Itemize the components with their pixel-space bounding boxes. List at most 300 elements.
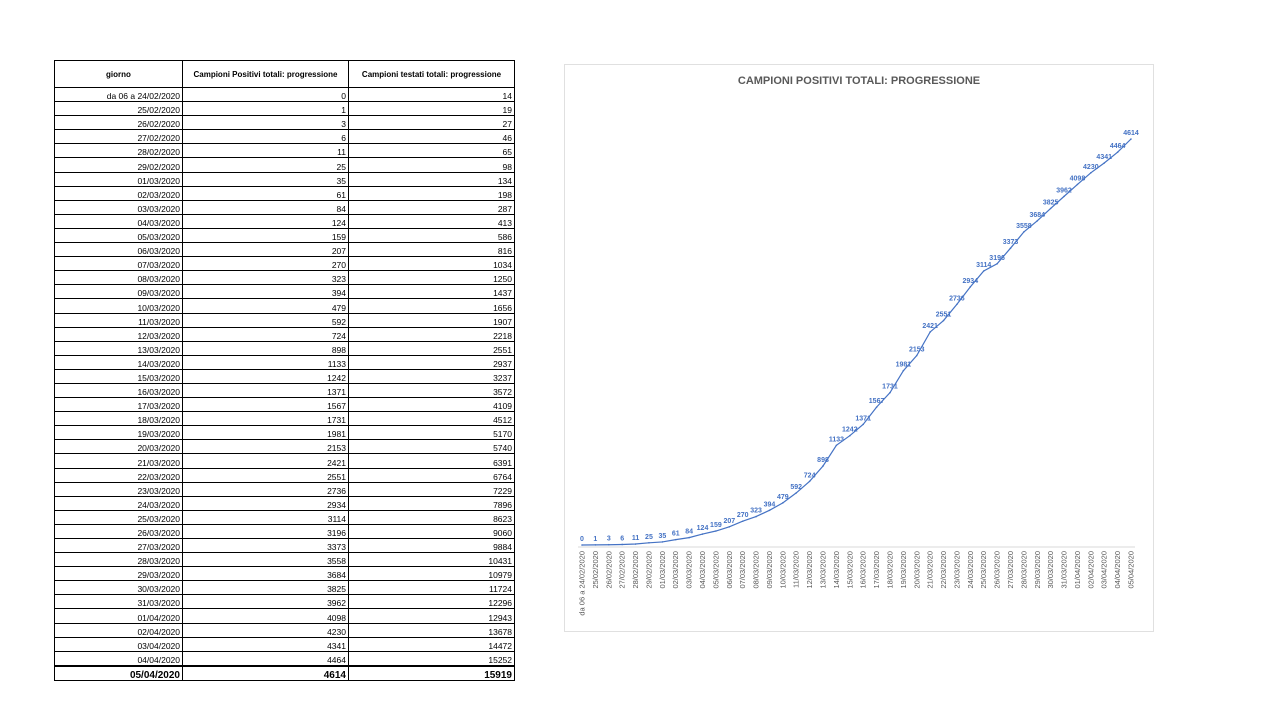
cell-positivi: 1731 (183, 412, 349, 426)
data-label: 2153 (908, 346, 925, 354)
x-tick-label: 30/03/2020 (1046, 551, 1056, 589)
x-tick-label: 05/03/2020 (711, 551, 721, 589)
cell-positivi: 4230 (183, 623, 349, 637)
data-point (621, 544, 623, 546)
data-label: 1371 (855, 415, 871, 423)
cell-testati: 1437 (349, 285, 515, 299)
table-row (55, 144, 515, 158)
data-label: 1731 (882, 383, 898, 391)
x-tick-label: 29/02/2020 (644, 551, 654, 589)
table-row (55, 243, 515, 257)
table-row (55, 651, 515, 666)
cell-positivi: 84 (183, 200, 349, 214)
table-row (55, 595, 515, 609)
table-row (55, 567, 515, 581)
table-row (55, 454, 515, 468)
x-tick-label: 19/03/2020 (898, 551, 908, 589)
x-tick-label: 28/03/2020 (1019, 551, 1029, 589)
data-point (809, 480, 811, 482)
cell-positivi: 323 (183, 271, 349, 285)
data-label: 84 (685, 528, 694, 536)
table-row (55, 355, 515, 369)
cell-giorno: 20/03/2020 (55, 440, 183, 454)
x-tick-label: 24/03/2020 (965, 551, 975, 589)
x-tick-label: 02/04/2020 (1086, 551, 1096, 589)
data-label: 3825 (1042, 199, 1059, 207)
cell-positivi: 3373 (183, 539, 349, 553)
data-label: 4341 (1096, 154, 1113, 162)
data-label: 11 (631, 535, 640, 543)
data-label: 35 (658, 532, 667, 540)
cell-testati: 10431 (349, 553, 515, 567)
data-point (608, 544, 610, 546)
table-row (55, 482, 515, 496)
x-tick-label: 26/02/2020 (604, 551, 614, 589)
cell-positivi: 3684 (183, 567, 349, 581)
cell-positivi: 159 (183, 228, 349, 242)
data-label: 898 (817, 456, 829, 464)
x-tick-label: 25/03/2020 (979, 551, 989, 589)
x-tick-label: 07/03/2020 (738, 551, 748, 589)
data-point (702, 533, 704, 535)
data-label: 2551 (935, 311, 952, 319)
cell-giorno: 04/04/2020 (55, 651, 183, 666)
total-positivi: 4614 (183, 666, 349, 681)
table-total-row (55, 666, 515, 681)
data-label: 4614 (1123, 130, 1139, 137)
cell-positivi: 1371 (183, 383, 349, 397)
cell-testati: 12943 (349, 609, 515, 623)
table-row (55, 88, 515, 102)
data-table (54, 60, 515, 681)
x-tick-label: 29/03/2020 (1032, 551, 1042, 589)
x-tick-label: 23/03/2020 (952, 551, 962, 589)
cell-testati: 27 (349, 116, 515, 130)
cell-positivi: 1981 (183, 426, 349, 440)
table-row (55, 496, 515, 510)
table-row (55, 116, 515, 130)
data-point (929, 331, 931, 333)
x-tick-label: 18/03/2020 (885, 551, 895, 589)
x-axis (578, 547, 1136, 616)
cell-positivi: 2153 (183, 440, 349, 454)
cell-positivi: 1 (183, 102, 349, 116)
x-tick-label: 11/03/2020 (791, 551, 801, 588)
table-row (55, 426, 515, 440)
cell-testati: 1907 (349, 313, 515, 327)
data-label: 3962 (1056, 187, 1072, 195)
data-label: 2934 (962, 277, 979, 285)
cell-giorno: 26/03/2020 (55, 524, 183, 538)
data-point (1117, 151, 1119, 153)
data-point (769, 510, 771, 512)
table-row (55, 200, 515, 214)
data-point (675, 539, 677, 541)
cell-testati: 14472 (349, 637, 515, 651)
x-tick-label: 05/04/2020 (1126, 551, 1136, 589)
table-row (55, 130, 515, 144)
data-label: 592 (790, 483, 803, 491)
table-row (55, 172, 515, 186)
cell-testati: 15252 (349, 651, 515, 666)
cell-giorno: 01/04/2020 (55, 609, 183, 623)
x-tick-label: 17/03/2020 (872, 551, 882, 589)
cell-testati: 287 (349, 200, 515, 214)
cell-testati: 816 (349, 243, 515, 257)
table-row (55, 637, 515, 651)
cell-positivi: 2736 (183, 482, 349, 496)
cell-positivi: 4464 (183, 651, 349, 666)
x-tick-label: 08/03/2020 (751, 551, 761, 589)
cell-positivi: 4098 (183, 609, 349, 623)
cell-testati: 10979 (349, 567, 515, 581)
table-row (55, 468, 515, 482)
x-tick-label: 22/03/2020 (939, 551, 949, 589)
table-row (55, 369, 515, 383)
data-label: 394 (763, 501, 776, 509)
cell-giorno: 28/02/2020 (55, 144, 183, 158)
x-tick-label: 13/03/2020 (818, 551, 828, 589)
data-point (1023, 231, 1025, 233)
table-row (55, 313, 515, 327)
data-point (970, 286, 972, 288)
cell-positivi: 898 (183, 341, 349, 355)
table-row (55, 327, 515, 341)
table-row (55, 581, 515, 595)
data-label: 2421 (922, 322, 938, 330)
cell-testati: 12296 (349, 595, 515, 609)
cell-giorno: 28/03/2020 (55, 553, 183, 567)
cell-giorno: 27/02/2020 (55, 130, 183, 144)
cell-testati: 6391 (349, 454, 515, 468)
cell-testati: 19 (349, 102, 515, 116)
table-row (55, 102, 515, 116)
data-point (836, 445, 838, 447)
data-label: 3373 (1002, 239, 1019, 247)
data-point (876, 406, 878, 408)
data-point (782, 502, 784, 504)
x-tick-label: 14/03/2020 (831, 551, 841, 589)
x-tick-label: 28/02/2020 (631, 551, 641, 589)
cell-positivi: 724 (183, 327, 349, 341)
cell-giorno: 03/03/2020 (55, 200, 183, 214)
x-tick-label: 02/03/2020 (671, 551, 681, 589)
data-label: 3558 (1016, 222, 1032, 230)
cell-testati: 98 (349, 158, 515, 172)
cell-testati: 46 (349, 130, 515, 144)
cell-positivi: 61 (183, 186, 349, 200)
cell-testati: 586 (349, 228, 515, 242)
cell-positivi: 3962 (183, 595, 349, 609)
data-label: 4230 (1083, 163, 1099, 171)
table-row (55, 524, 515, 538)
table-row (55, 398, 515, 412)
total-testati: 15919 (349, 666, 515, 681)
line-chart (565, 65, 1153, 631)
cell-positivi: 1133 (183, 355, 349, 369)
data-label: 4098 (1069, 175, 1086, 183)
cell-giorno: 24/03/2020 (55, 496, 183, 510)
cell-testati: 9884 (349, 539, 515, 553)
data-label: 124 (696, 525, 709, 533)
data-point (728, 526, 730, 528)
cell-giorno: 16/03/2020 (55, 383, 183, 397)
data-point (662, 541, 664, 543)
cell-giorno: 02/03/2020 (55, 186, 183, 200)
cell-positivi: 6 (183, 130, 349, 144)
cell-positivi: 3 (183, 116, 349, 130)
cell-testati: 7229 (349, 482, 515, 496)
cell-testati: 1250 (349, 271, 515, 285)
data-label: 0 (580, 536, 584, 543)
x-tick-label: 09/03/2020 (764, 551, 774, 589)
data-label: 2736 (949, 295, 965, 303)
data-label: 479 (777, 493, 789, 501)
cell-giorno: 11/03/2020 (55, 313, 183, 327)
table-row (55, 341, 515, 355)
table-row (55, 299, 515, 313)
cell-positivi: 592 (183, 313, 349, 327)
data-point (1063, 196, 1065, 198)
data-point (1103, 162, 1105, 164)
cell-positivi: 0 (183, 88, 349, 102)
data-label: 3196 (989, 254, 1005, 262)
cell-giorno: 04/03/2020 (55, 214, 183, 228)
x-tick-label: 27/03/2020 (1005, 551, 1015, 589)
cell-positivi: 2934 (183, 496, 349, 510)
cell-giorno: 03/04/2020 (55, 637, 183, 651)
data-point (916, 355, 918, 357)
data-point (862, 424, 864, 426)
cell-testati: 4109 (349, 398, 515, 412)
x-tick-label: 04/03/2020 (698, 551, 708, 589)
table-row (55, 412, 515, 426)
x-tick-label: 01/04/2020 (1072, 551, 1082, 589)
x-tick-label: 10/03/2020 (778, 551, 788, 589)
cell-positivi: 4341 (183, 637, 349, 651)
table-body (55, 88, 515, 681)
data-point (983, 270, 985, 272)
cell-positivi: 124 (183, 214, 349, 228)
cell-positivi: 35 (183, 172, 349, 186)
cell-testati: 14 (349, 88, 515, 102)
cell-giorno: 12/03/2020 (55, 327, 183, 341)
x-tick-label: 26/03/2020 (992, 551, 1002, 589)
data-point (822, 465, 824, 467)
cell-testati: 1656 (349, 299, 515, 313)
cell-testati: 134 (349, 172, 515, 186)
cell-giorno: 29/02/2020 (55, 158, 183, 172)
data-point (688, 537, 690, 539)
data-label: 61 (671, 530, 680, 538)
data-label: 25 (645, 533, 653, 541)
table-row (55, 285, 515, 299)
data-point (1090, 172, 1092, 174)
cell-giorno: 31/03/2020 (55, 595, 183, 609)
cell-testati: 2937 (349, 355, 515, 369)
cell-giorno: 21/03/2020 (55, 454, 183, 468)
x-tick-label: 27/02/2020 (617, 551, 627, 589)
table-row (55, 383, 515, 397)
x-tick-label: 16/03/2020 (858, 551, 868, 589)
data-point (755, 516, 757, 518)
data-point (1050, 208, 1052, 210)
cell-testati: 7896 (349, 496, 515, 510)
table-row (55, 553, 515, 567)
table-row (55, 510, 515, 524)
cell-giorno: 06/03/2020 (55, 243, 183, 257)
table-header-row (55, 61, 515, 88)
x-tick-label: 12/03/2020 (805, 551, 815, 589)
data-point (996, 263, 998, 265)
cell-testati: 2218 (349, 327, 515, 341)
data-label: 207 (723, 517, 736, 525)
cell-positivi: 3196 (183, 524, 349, 538)
cell-testati: 9060 (349, 524, 515, 538)
header-positivi: Campioni Positivi totali: progressione (183, 61, 349, 88)
x-tick-label: 20/03/2020 (912, 551, 922, 589)
header-giorno: giorno (55, 61, 183, 88)
table-row (55, 228, 515, 242)
table-row (55, 271, 515, 285)
data-point (1010, 247, 1012, 249)
total-giorno: 05/04/2020 (55, 666, 183, 681)
cell-positivi: 3825 (183, 581, 349, 595)
cell-giorno: 07/03/2020 (55, 257, 183, 271)
x-tick-label: 01/03/2020 (657, 551, 667, 589)
cell-positivi: 3558 (183, 553, 349, 567)
cell-testati: 3572 (349, 383, 515, 397)
cell-giorno: 08/03/2020 (55, 271, 183, 285)
cell-positivi: 1242 (183, 369, 349, 383)
data-point (648, 542, 650, 544)
cell-giorno: 01/03/2020 (55, 172, 183, 186)
cell-giorno: 14/03/2020 (55, 355, 183, 369)
x-tick-label: 06/03/2020 (724, 551, 734, 589)
cell-testati: 13678 (349, 623, 515, 637)
x-tick-label: 21/03/2020 (925, 551, 935, 589)
table-row (55, 186, 515, 200)
data-label: 3684 (1029, 211, 1046, 219)
x-tick-label: 31/03/2020 (1059, 551, 1069, 589)
cell-positivi: 3114 (183, 510, 349, 524)
cell-testati: 2551 (349, 341, 515, 355)
data-point (635, 543, 637, 545)
cell-giorno: 15/03/2020 (55, 369, 183, 383)
data-labels (580, 130, 1139, 543)
cell-giorno: 17/03/2020 (55, 398, 183, 412)
x-tick-label: 03/04/2020 (1099, 551, 1109, 589)
data-label: 1567 (868, 398, 885, 406)
table-row (55, 257, 515, 271)
data-label: 1242 (842, 426, 858, 434)
x-tick-label: 25/02/2020 (590, 551, 600, 589)
x-tick-label: 03/03/2020 (684, 551, 694, 589)
data-point (903, 370, 905, 372)
data-point (1036, 220, 1038, 222)
data-point (595, 544, 597, 546)
data-label: 270 (736, 512, 749, 520)
cell-giorno: 27/03/2020 (55, 539, 183, 553)
data-point (1130, 138, 1132, 140)
cell-positivi: 25 (183, 158, 349, 172)
data-point (849, 435, 851, 437)
cell-giorno: 18/03/2020 (55, 412, 183, 426)
table-row (55, 623, 515, 637)
data-label: 724 (803, 472, 816, 480)
data-label: 3 (606, 535, 611, 543)
cell-testati: 3237 (349, 369, 515, 383)
data-label: 4464 (1109, 143, 1126, 151)
cell-positivi: 1567 (183, 398, 349, 412)
cell-giorno: 02/04/2020 (55, 623, 183, 637)
data-point (956, 303, 958, 305)
cell-testati: 11724 (349, 581, 515, 595)
data-point (943, 320, 945, 322)
table-row (55, 539, 515, 553)
cell-testati: 5170 (349, 426, 515, 440)
x-tick-label: 15/03/2020 (845, 551, 855, 589)
cell-giorno: 19/03/2020 (55, 426, 183, 440)
cell-giorno: 05/03/2020 (55, 228, 183, 242)
cell-giorno: 13/03/2020 (55, 341, 183, 355)
cell-positivi: 394 (183, 285, 349, 299)
data-point (581, 544, 583, 546)
data-point (742, 520, 744, 522)
cell-giorno: 23/03/2020 (55, 482, 183, 496)
data-label: 6 (620, 535, 625, 543)
x-tick-label: da 06 a 24/02/2020 (577, 551, 587, 616)
cell-giorno: 10/03/2020 (55, 299, 183, 313)
data-label: 1981 (895, 361, 912, 369)
cell-giorno: da 06 a 24/02/2020 (55, 88, 183, 102)
cell-positivi: 479 (183, 299, 349, 313)
cell-positivi: 2551 (183, 468, 349, 482)
data-point (795, 492, 797, 494)
data-label: 1 (593, 535, 598, 543)
header-testati: Campioni testati totali: progressione (349, 61, 515, 88)
table-row (55, 440, 515, 454)
data-point (715, 530, 717, 532)
cell-giorno: 25/03/2020 (55, 510, 183, 524)
cell-giorno: 22/03/2020 (55, 468, 183, 482)
data-label: 1133 (828, 436, 845, 444)
cell-giorno: 29/03/2020 (55, 567, 183, 581)
cell-positivi: 270 (183, 257, 349, 271)
cell-giorno: 25/02/2020 (55, 102, 183, 116)
cell-giorno: 09/03/2020 (55, 285, 183, 299)
data-point (889, 392, 891, 394)
table-row (55, 158, 515, 172)
cell-testati: 413 (349, 214, 515, 228)
cell-positivi: 207 (183, 243, 349, 257)
data-label: 323 (750, 507, 762, 515)
data-point (1077, 184, 1079, 186)
cell-giorno: 26/02/2020 (55, 116, 183, 130)
cell-testati: 4512 (349, 412, 515, 426)
x-tick-label: 04/04/2020 (1113, 551, 1123, 589)
table-row (55, 214, 515, 228)
cell-positivi: 11 (183, 144, 349, 158)
cell-positivi: 2421 (183, 454, 349, 468)
data-label: 3114 (976, 261, 992, 269)
cell-testati: 8623 (349, 510, 515, 524)
data-table-container (54, 60, 514, 681)
cell-testati: 1034 (349, 257, 515, 271)
cell-giorno: 30/03/2020 (55, 581, 183, 595)
cell-testati: 6764 (349, 468, 515, 482)
chart-title: CAMPIONI POSITIVI TOTALI: PROGRESSIONE (737, 75, 981, 87)
